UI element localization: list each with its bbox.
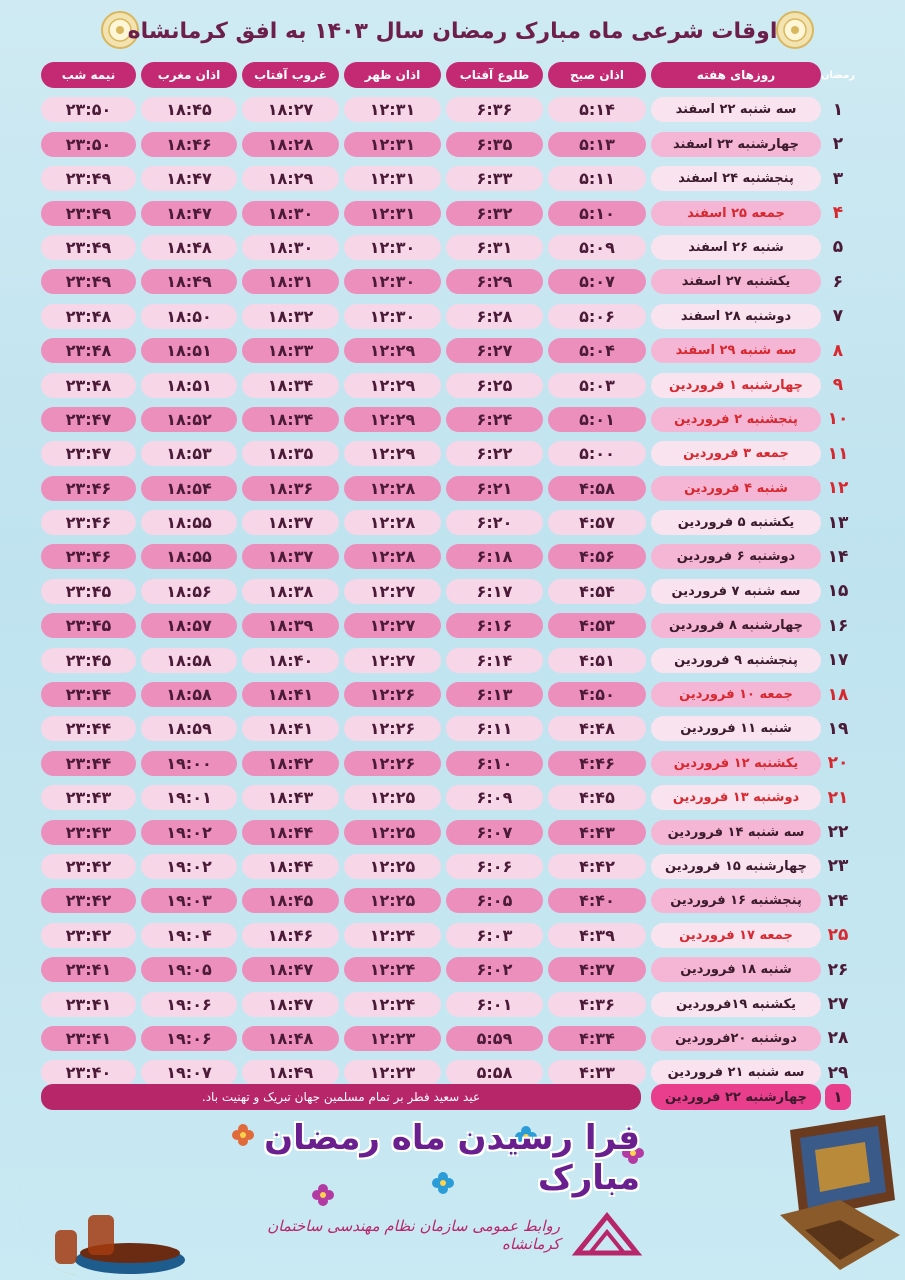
cell-ghurub: ۱۸:۳۹ (242, 613, 339, 638)
table-row (41, 954, 853, 988)
cell-maghrib: ۱۸:۴۹ (141, 269, 237, 294)
cell-sobh: ۴:۳۴ (548, 1026, 646, 1051)
cell-zohr: ۱۲:۳۱ (344, 132, 441, 157)
cell-ramadan-day: ۲۴ (827, 890, 849, 911)
cell-nime-shab: ۲۳:۴۶ (41, 544, 136, 569)
column-header-ghurub: غروب آفتاب (242, 62, 339, 88)
cell-ghurub: ۱۸:۳۴ (242, 407, 339, 432)
cell-ramadan-day: ۲۸ (827, 1028, 849, 1049)
table-row (41, 301, 853, 335)
cell-tolu: ۶:۰۲ (446, 957, 543, 982)
cell-tolu: ۵:۵۹ (446, 1026, 543, 1051)
cell-zohr: ۱۲:۲۸ (344, 510, 441, 535)
column-header-ramadan: رمضان (820, 69, 856, 81)
cell-ramadan-day: ۲۹ (827, 1062, 849, 1083)
table-row (41, 645, 853, 679)
cell-nime-shab: ۲۳:۴۹ (41, 269, 136, 294)
cell-tolu: ۶:۲۷ (446, 338, 543, 363)
cell-ghurub: ۱۸:۴۶ (242, 923, 339, 948)
cell-tolu: ۶:۲۴ (446, 407, 543, 432)
cell-nime-shab: ۲۳:۴۱ (41, 1026, 136, 1051)
cell-maghrib: ۱۹:۰۴ (141, 923, 237, 948)
prayer-times-table (41, 60, 856, 1092)
cell-weekday: شنبه ۲۶ اسفند (651, 235, 821, 260)
cell-maghrib: ۱۸:۴۶ (141, 132, 237, 157)
cell-tolu: ۶:۱۳ (446, 682, 543, 707)
cell-ramadan-day: ۲۶ (827, 959, 849, 980)
cell-nime-shab: ۲۳:۴۷ (41, 407, 136, 432)
cell-sobh: ۵:۱۰ (548, 201, 646, 226)
cell-tolu: ۶:۳۱ (446, 235, 543, 260)
table-row (41, 507, 853, 541)
cell-nime-shab: ۲۳:۴۳ (41, 785, 136, 810)
cell-nime-shab: ۲۳:۵۰ (41, 97, 136, 122)
table-header-row (41, 60, 856, 94)
cell-ramadan-day: ۱۸ (827, 684, 849, 705)
cell-tolu: ۶:۱۷ (446, 579, 543, 604)
cell-zohr: ۱۲:۲۵ (344, 854, 441, 879)
cell-ghurub: ۱۸:۲۸ (242, 132, 339, 157)
cell-sobh: ۴:۵۸ (548, 476, 646, 501)
cell-maghrib: ۱۸:۵۲ (141, 407, 237, 432)
cell-maghrib: ۱۸:۴۷ (141, 201, 237, 226)
cell-weekday: یکشنبه ۵ فروردین (651, 510, 821, 535)
cell-maghrib: ۱۹:۰۲ (141, 820, 237, 845)
cell-ghurub: ۱۸:۳۸ (242, 579, 339, 604)
cell-ramadan-day: ۱۵ (827, 581, 849, 602)
table-row (41, 404, 853, 438)
header (90, 8, 815, 54)
cell-maghrib: ۱۸:۵۹ (141, 716, 237, 741)
cell-weekday: سه شنبه ۲۱ فروردین (651, 1060, 821, 1085)
cell-nime-shab: ۲۳:۴۶ (41, 510, 136, 535)
table-row (41, 370, 853, 404)
cell-maghrib: ۱۸:۵۱ (141, 338, 237, 363)
cell-tolu: ۶:۰۵ (446, 888, 543, 913)
cell-sobh: ۵:۱۳ (548, 132, 646, 157)
cell-nime-shab: ۲۳:۵۰ (41, 132, 136, 157)
table-row (41, 885, 853, 919)
cell-ramadan-day: ۱۲ (827, 478, 849, 499)
cell-maghrib: ۱۸:۴۵ (141, 97, 237, 122)
cell-tolu: ۶:۰۷ (446, 820, 543, 845)
cell-sobh: ۵:۰۶ (548, 304, 646, 329)
cell-ramadan-day: ۱۷ (827, 650, 849, 671)
cell-weekday: شنبه ۴ فروردین (651, 476, 821, 501)
cell-zohr: ۱۲:۲۷ (344, 579, 441, 604)
cell-ghurub: ۱۸:۳۰ (242, 235, 339, 260)
cell-ramadan-day: ۲۰ (827, 753, 849, 774)
page-title: اوقات شرعی ماه مبارک رمضان سال ۱۴۰۳ به افق کرمانشاه (127, 18, 778, 44)
cell-ramadan-day: ۵ (832, 237, 844, 258)
cell-sobh: ۵:۰۷ (548, 269, 646, 294)
cell-tolu: ۶:۰۹ (446, 785, 543, 810)
cell-tolu: ۶:۲۸ (446, 304, 543, 329)
cell-ramadan-day: ۲۱ (827, 787, 849, 808)
cell-zohr: ۱۲:۲۷ (344, 613, 441, 638)
cell-maghrib: ۱۹:۰۲ (141, 854, 237, 879)
cell-ramadan-day: ۳ (832, 168, 844, 189)
cell-weekday: سه شنبه ۱۴ فروردین (651, 820, 821, 845)
table-row (41, 473, 853, 507)
cell-sobh: ۴:۴۲ (548, 854, 646, 879)
cell-maghrib: ۱۸:۴۸ (141, 235, 237, 260)
cell-ramadan-day: ۱۰ (827, 409, 849, 430)
cell-nime-shab: ۲۳:۴۴ (41, 682, 136, 707)
cell-sobh: ۴:۴۶ (548, 751, 646, 776)
cell-ghurub: ۱۸:۳۷ (242, 510, 339, 535)
cell-nime-shab: ۲۳:۴۵ (41, 613, 136, 638)
cell-weekday: دوشنبه ۲۰فروردین (651, 1026, 821, 1051)
cell-maghrib: ۱۸:۵۳ (141, 441, 237, 466)
cell-weekday: شنبه ۱۱ فروردین (651, 716, 821, 741)
quran-stand-icon (760, 1110, 905, 1280)
cell-sobh: ۴:۵۳ (548, 613, 646, 638)
cell-sobh: ۵:۰۱ (548, 407, 646, 432)
ornament-right-icon (775, 10, 815, 50)
cell-maghrib: ۱۹:۰۵ (141, 957, 237, 982)
cell-ghurub: ۱۸:۴۱ (242, 716, 339, 741)
table-row (41, 989, 853, 1023)
cell-maghrib: ۱۸:۵۸ (141, 648, 237, 673)
cell-ghurub: ۱۸:۴۸ (242, 1026, 339, 1051)
cell-zohr: ۱۲:۲۴ (344, 923, 441, 948)
cell-zohr: ۱۲:۲۹ (344, 441, 441, 466)
cell-tolu: ۶:۳۳ (446, 166, 543, 191)
cell-ramadan-day: ۱۱ (827, 443, 849, 464)
cell-weekday: دوشنبه ۲۸ اسفند (651, 304, 821, 329)
cell-ghurub: ۱۸:۴۷ (242, 957, 339, 982)
cell-zohr: ۱۲:۲۴ (344, 992, 441, 1017)
cell-weekday: یکشنبه ۱۹فروردین (651, 992, 821, 1017)
cell-nime-shab: ۲۳:۴۲ (41, 923, 136, 948)
cell-maghrib: ۱۹:۰۶ (141, 1026, 237, 1051)
cell-zohr: ۱۲:۳۰ (344, 235, 441, 260)
cell-maghrib: ۱۸:۴۷ (141, 166, 237, 191)
table-row (41, 782, 853, 816)
footer-org-name: روابط عمومی سازمان نظام مهندسی ساختمان کرمانشاه (267, 1217, 560, 1253)
cell-ramadan-day: ۸ (832, 340, 844, 361)
cell-ghurub: ۱۸:۳۵ (242, 441, 339, 466)
cell-tolu: ۶:۱۸ (446, 544, 543, 569)
cell-sobh: ۴:۴۳ (548, 820, 646, 845)
cell-ghurub: ۱۸:۳۱ (242, 269, 339, 294)
cell-zohr: ۱۲:۲۶ (344, 751, 441, 776)
cell-nime-shab: ۲۳:۴۴ (41, 716, 136, 741)
cell-weekday: چهارشنبه ۲۳ اسفند (651, 132, 821, 157)
cell-ramadan-day: ۷ (832, 306, 844, 327)
cell-ramadan-day: ۲۷ (827, 994, 849, 1015)
table-row (41, 679, 853, 713)
cell-maghrib: ۱۸:۵۶ (141, 579, 237, 604)
cell-nime-shab: ۲۳:۴۷ (41, 441, 136, 466)
column-header-sobh: اذان صبح (548, 62, 646, 88)
table-row (41, 335, 853, 369)
cell-tolu: ۶:۰۳ (446, 923, 543, 948)
cell-maghrib: ۱۸:۵۵ (141, 544, 237, 569)
cell-maghrib: ۱۹:۰۶ (141, 992, 237, 1017)
cell-tolu: ۶:۰۱ (446, 992, 543, 1017)
column-header-nime-shab: نیمه شب (41, 62, 136, 88)
table-row (41, 198, 853, 232)
cell-zohr: ۱۲:۲۸ (344, 476, 441, 501)
cell-sobh: ۴:۵۱ (548, 648, 646, 673)
eid-number: ۱ (825, 1084, 851, 1110)
cell-sobh: ۵:۰۴ (548, 338, 646, 363)
cell-ghurub: ۱۸:۳۶ (242, 476, 339, 501)
cell-tolu: ۶:۱۱ (446, 716, 543, 741)
cell-weekday: دوشنبه ۶ فروردین (651, 544, 821, 569)
table-row (41, 163, 853, 197)
cell-tolu: ۶:۱۰ (446, 751, 543, 776)
cell-tolu: ۶:۲۲ (446, 441, 543, 466)
cell-ghurub: ۱۸:۴۱ (242, 682, 339, 707)
cell-tolu: ۶:۲۵ (446, 373, 543, 398)
cell-maghrib: ۱۸:۵۴ (141, 476, 237, 501)
cell-maghrib: ۱۸:۵۵ (141, 510, 237, 535)
cell-ghurub: ۱۸:۳۲ (242, 304, 339, 329)
cell-sobh: ۴:۵۷ (548, 510, 646, 535)
cell-weekday: چهارشنبه ۱ فروردین (651, 373, 821, 398)
column-header-weekday: روزهای هفته (651, 62, 821, 88)
cell-sobh: ۵:۰۳ (548, 373, 646, 398)
cell-ghurub: ۱۸:۲۷ (242, 97, 339, 122)
table-row (41, 438, 853, 472)
cell-weekday: جمعه ۱۷ فروردین (651, 923, 821, 948)
cell-tolu: ۶:۲۰ (446, 510, 543, 535)
cell-zohr: ۱۲:۲۳ (344, 1060, 441, 1085)
cell-tolu: ۶:۳۶ (446, 97, 543, 122)
cell-weekday: چهارشنبه ۸ فروردین (651, 613, 821, 638)
cell-ghurub: ۱۸:۴۴ (242, 854, 339, 879)
cell-tolu: ۶:۱۴ (446, 648, 543, 673)
cell-sobh: ۴:۵۰ (548, 682, 646, 707)
cell-zohr: ۱۲:۲۶ (344, 716, 441, 741)
cell-ghurub: ۱۸:۲۹ (242, 166, 339, 191)
cell-ramadan-day: ۲۵ (827, 925, 849, 946)
cell-sobh: ۴:۴۵ (548, 785, 646, 810)
cell-weekday: سه شنبه ۷ فروردین (651, 579, 821, 604)
table-row (41, 920, 853, 954)
cell-zohr: ۱۲:۳۱ (344, 97, 441, 122)
ramadan-greeting: فرا رسیدن ماه رمضان مبارک (264, 1118, 640, 1198)
cell-nime-shab: ۲۳:۴۳ (41, 820, 136, 845)
cell-sobh: ۴:۳۹ (548, 923, 646, 948)
cell-weekday: پنجشنبه ۲ فروردین (651, 407, 821, 432)
table-row (41, 610, 853, 644)
cell-sobh: ۴:۴۸ (548, 716, 646, 741)
cell-ramadan-day: ۱۹ (827, 718, 849, 739)
cell-ghurub: ۱۸:۳۰ (242, 201, 339, 226)
cell-ramadan-day: ۱۴ (827, 546, 849, 567)
eid-day: چهارشنبه ۲۲ فروردین (651, 1084, 821, 1110)
cell-nime-shab: ۲۳:۴۵ (41, 579, 136, 604)
cell-zohr: ۱۲:۲۵ (344, 785, 441, 810)
table-row (41, 232, 853, 266)
cell-sobh: ۴:۳۷ (548, 957, 646, 982)
cell-maghrib: ۱۹:۰۷ (141, 1060, 237, 1085)
cell-nime-shab: ۲۳:۴۱ (41, 992, 136, 1017)
cell-ghurub: ۱۸:۴۲ (242, 751, 339, 776)
cell-maghrib: ۱۸:۵۰ (141, 304, 237, 329)
cell-maghrib: ۱۹:۰۳ (141, 888, 237, 913)
cell-zohr: ۱۲:۲۵ (344, 888, 441, 913)
table-row (41, 713, 853, 747)
cell-tolu: ۶:۱۶ (446, 613, 543, 638)
cell-ramadan-day: ۲۳ (827, 856, 849, 877)
cell-tolu: ۶:۲۱ (446, 476, 543, 501)
cell-nime-shab: ۲۳:۴۸ (41, 338, 136, 363)
table-row (41, 851, 853, 885)
cell-sobh: ۵:۰۹ (548, 235, 646, 260)
cell-tolu: ۶:۲۹ (446, 269, 543, 294)
cell-nime-shab: ۲۳:۴۸ (41, 304, 136, 329)
cell-ghurub: ۱۸:۴۰ (242, 648, 339, 673)
cell-ramadan-day: ۱۳ (827, 512, 849, 533)
cell-sobh: ۴:۳۶ (548, 992, 646, 1017)
cell-ghurub: ۱۸:۳۷ (242, 544, 339, 569)
cell-zohr: ۱۲:۳۱ (344, 166, 441, 191)
cell-zohr: ۱۲:۲۹ (344, 373, 441, 398)
cell-ghurub: ۱۸:۳۴ (242, 373, 339, 398)
cell-ghurub: ۱۸:۳۳ (242, 338, 339, 363)
cell-zohr: ۱۲:۲۴ (344, 957, 441, 982)
cell-tolu: ۶:۳۵ (446, 132, 543, 157)
cell-weekday: جمعه ۳ فروردین (651, 441, 821, 466)
cell-weekday: سه شنبه ۲۲ اسفند (651, 97, 821, 122)
cell-ghurub: ۱۸:۴۵ (242, 888, 339, 913)
cell-nime-shab: ۲۳:۴۲ (41, 854, 136, 879)
cell-tolu: ۵:۵۸ (446, 1060, 543, 1085)
cell-ghurub: ۱۸:۴۹ (242, 1060, 339, 1085)
cell-weekday: پنجشنبه ۲۴ اسفند (651, 166, 821, 191)
cell-maghrib: ۱۸:۵۷ (141, 613, 237, 638)
cell-maghrib: ۱۹:۰۰ (141, 751, 237, 776)
cell-maghrib: ۱۸:۵۸ (141, 682, 237, 707)
cell-sobh: ۴:۵۴ (548, 579, 646, 604)
cell-nime-shab: ۲۳:۴۲ (41, 888, 136, 913)
cell-sobh: ۵:۰۰ (548, 441, 646, 466)
cell-nime-shab: ۲۳:۴۹ (41, 235, 136, 260)
cell-ramadan-day: ۹ (832, 375, 844, 396)
table-row (41, 266, 853, 300)
cell-nime-shab: ۲۳:۴۱ (41, 957, 136, 982)
crescent-moon-dates-icon (0, 1120, 200, 1280)
cell-sobh: ۴:۳۳ (548, 1060, 646, 1085)
cell-nime-shab: ۲۳:۴۴ (41, 751, 136, 776)
cell-ghurub: ۱۸:۴۴ (242, 820, 339, 845)
cell-nime-shab: ۲۳:۴۵ (41, 648, 136, 673)
cell-zohr: ۱۲:۳۰ (344, 304, 441, 329)
cell-weekday: چهارشنبه ۱۵ فروردین (651, 854, 821, 879)
cell-zohr: ۱۲:۲۷ (344, 648, 441, 673)
cell-sobh: ۴:۵۶ (548, 544, 646, 569)
cell-nime-shab: ۲۳:۴۰ (41, 1060, 136, 1085)
cell-nime-shab: ۲۳:۴۸ (41, 373, 136, 398)
cell-zohr: ۱۲:۲۶ (344, 682, 441, 707)
eid-message: عید سعید فطر بر تمام مسلمین جهان تبریک و تهنیت باد. (41, 1084, 641, 1110)
engineering-org-logo-icon (572, 1208, 642, 1258)
cell-weekday: شنبه ۱۸ فروردین (651, 957, 821, 982)
cell-zohr: ۱۲:۲۸ (344, 544, 441, 569)
column-header-zohr: اذان ظهر (344, 62, 441, 88)
cell-maghrib: ۱۸:۵۱ (141, 373, 237, 398)
cell-nime-shab: ۲۳:۴۹ (41, 201, 136, 226)
cell-zohr: ۱۲:۲۳ (344, 1026, 441, 1051)
table-row (41, 748, 853, 782)
cell-ramadan-day: ۶ (832, 271, 844, 292)
cell-weekday: پنجشنبه ۹ فروردین (651, 648, 821, 673)
cell-weekday: یکشنبه ۱۲ فروردین (651, 751, 821, 776)
cell-weekday: جمعه ۱۰ فروردین (651, 682, 821, 707)
cell-ramadan-day: ۱۶ (827, 615, 849, 636)
column-header-maghrib: اذان مغرب (141, 62, 237, 88)
cell-ramadan-day: ۲۲ (827, 822, 849, 843)
column-header-tolu: طلوع آفتاب (446, 62, 543, 88)
cell-ramadan-day: ۱ (832, 99, 844, 120)
cell-weekday: دوشنبه ۱۳ فروردین (651, 785, 821, 810)
cell-weekday: سه شنبه ۲۹ اسفند (651, 338, 821, 363)
cell-nime-shab: ۲۳:۴۶ (41, 476, 136, 501)
cell-ghurub: ۱۸:۴۳ (242, 785, 339, 810)
cell-ramadan-day: ۲ (832, 134, 844, 155)
table-row (41, 541, 853, 575)
cell-weekday: یکشنبه ۲۷ اسفند (651, 269, 821, 294)
table-row (41, 129, 853, 163)
cell-zohr: ۱۲:۲۵ (344, 820, 441, 845)
table-row (41, 1023, 853, 1057)
cell-sobh: ۵:۱۴ (548, 97, 646, 122)
cell-maghrib: ۱۹:۰۱ (141, 785, 237, 810)
eid-row (41, 1082, 853, 1112)
cell-sobh: ۴:۴۰ (548, 888, 646, 913)
cell-ghurub: ۱۸:۴۷ (242, 992, 339, 1017)
table-row (41, 94, 853, 128)
cell-tolu: ۶:۰۶ (446, 854, 543, 879)
cell-ramadan-day: ۴ (832, 203, 844, 224)
table-row (41, 576, 853, 610)
cell-weekday: پنجشنبه ۱۶ فروردین (651, 888, 821, 913)
cell-weekday: جمعه ۲۵ اسفند (651, 201, 821, 226)
cell-sobh: ۵:۱۱ (548, 166, 646, 191)
cell-zohr: ۱۲:۳۱ (344, 201, 441, 226)
cell-zohr: ۱۲:۲۹ (344, 407, 441, 432)
cell-tolu: ۶:۳۲ (446, 201, 543, 226)
cell-zohr: ۱۲:۳۰ (344, 269, 441, 294)
table-row (41, 817, 853, 851)
cell-nime-shab: ۲۳:۴۹ (41, 166, 136, 191)
cell-zohr: ۱۲:۲۹ (344, 338, 441, 363)
